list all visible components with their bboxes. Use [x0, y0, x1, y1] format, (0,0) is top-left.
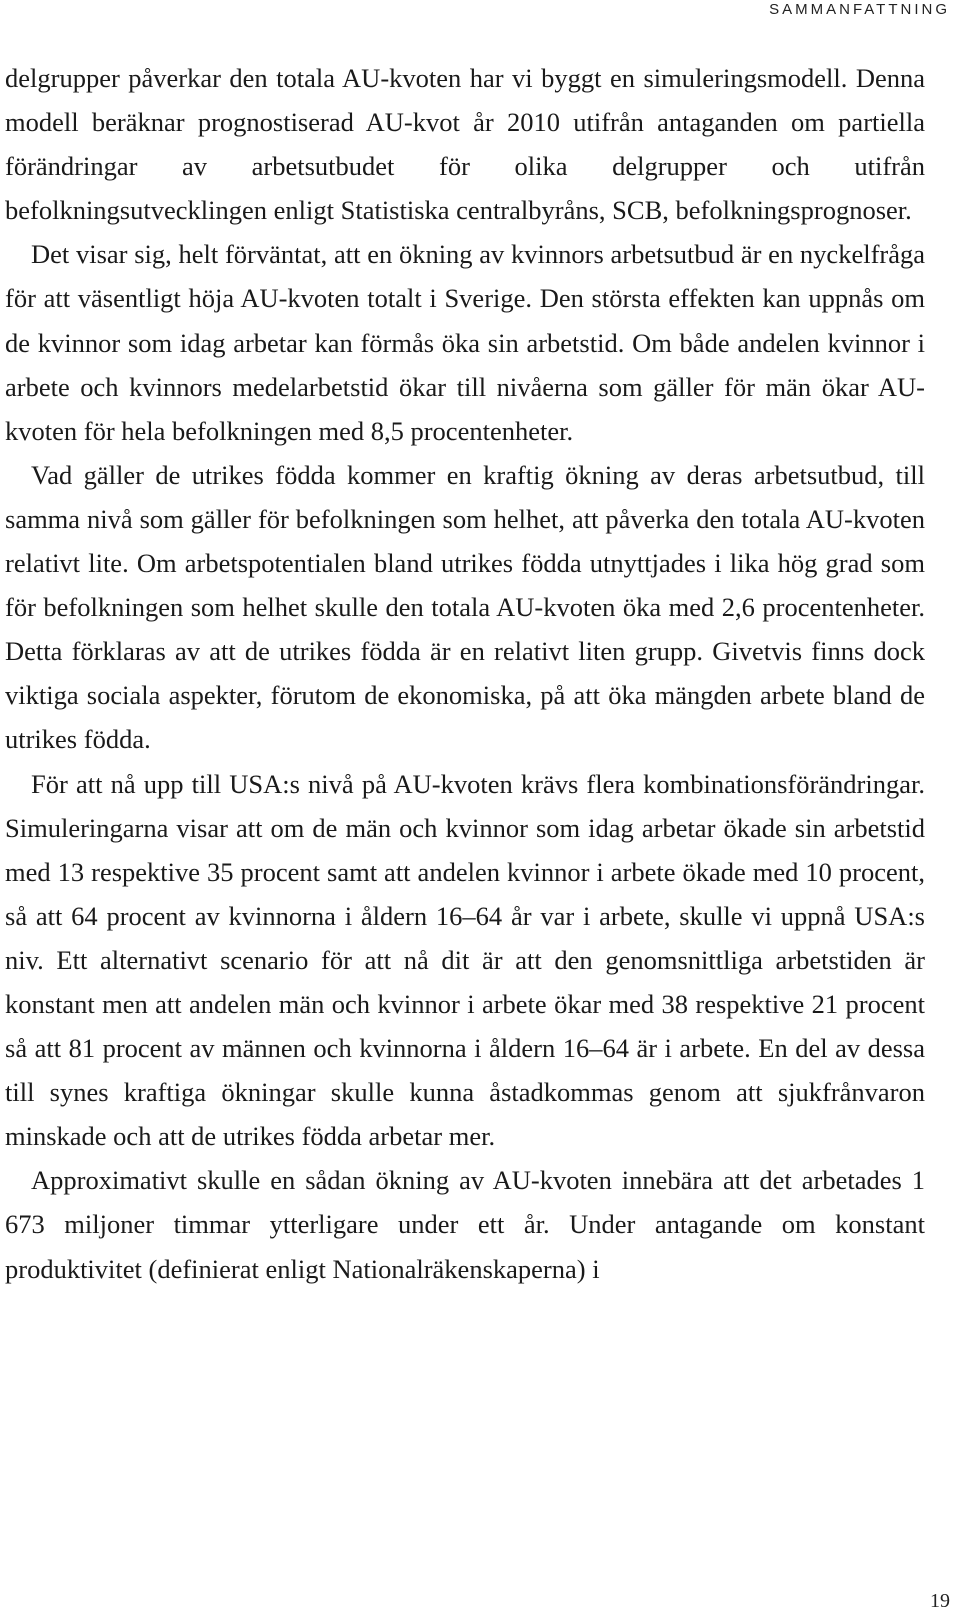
running-head: SAMMANFATTNING: [769, 1, 950, 18]
page-number: 19: [930, 1590, 950, 1612]
paragraph-5: Approximativt skulle en sådan ökning av AU-kvoten innebära att det arbetades 1 673 miljoner timmar ytterligare under ett år. Under antagande om konstant produktivitet (definierat enligt Nationalräkenskaperna) i: [5, 1165, 925, 1284]
paragraph-3: Vad gäller de utrikes födda kommer en kraftig ökning av deras arbetsutbud, till samma nivå som gäller för befolkningen som helhet, att påverka den totala AU-kvoten relativt lite. Om arbetspotentialen bland utrikes födda utnyttjades i lika hög grad som för befolkningen som helhet skulle den totala AU-kvoten öka med 2,6 procentenheter. Detta förklaras av att de utrikes födda är en relativt liten grupp. Givetvis finns dock viktiga sociala aspekter, förutom de ekonomiska, på att öka mängden arbete bland de utrikes födda.: [5, 459, 925, 755]
body-text: [5, 56, 925, 1291]
paragraph-2: Det visar sig, helt förväntat, att en ökning av kvinnors arbetsutbud är en nyckelfråga för att väsentligt höja AU-kvoten totalt i Sverige. Den största effekten kan uppnås om de kvinnor som idag arbetar kan förmås öka sin arbetstid. Om både andelen kvinnor i arbete och kvinnors medelarbetstid ökar till nivåerna som gäller för män ökar AU-kvoten för hela befolkningen med 8,5 procentenheter.: [5, 239, 925, 446]
paragraph-4: För att nå upp till USA:s nivå på AU-kvoten krävs flera kombinationsförändringar. Simuleringarna visar att om de män och kvinnor som idag arbetar ökade sin arbetstid med 13 respektive 35 procent samt att andelen kvinnor i arbete ökade med 10 procent, så att 64 procent av kvinnorna i åldern 16–64 år var i arbete, skulle vi uppnå USA:s niv. Ett alternativt scenario för att nå dit är att den genomsnittliga arbetstiden är konstant men att andelen män och kvinnor i arbete ökar med 38 respektive 21 procent så att 81 procent av männen och kvinnorna i åldern 16–64 är i arbete. En del av dessa till synes kraftiga ökningar skulle kunna åstadkommas genom att sjukfrånvaron minskade och att de utrikes födda arbetar mer.: [5, 768, 925, 1152]
paragraph-1: delgrupper påverkar den totala AU-kvoten har vi byggt en simuleringsmodell. Denna modell beräknar prognostiserad AU-kvot år 2010 utifrån antaganden om partiella förändringar av arbetsutbudet för olika delgrupper och utifrån befolkningsutvecklingen enligt Statistiska centralbyråns, SCB, befolkningsprognoser.: [5, 63, 925, 226]
